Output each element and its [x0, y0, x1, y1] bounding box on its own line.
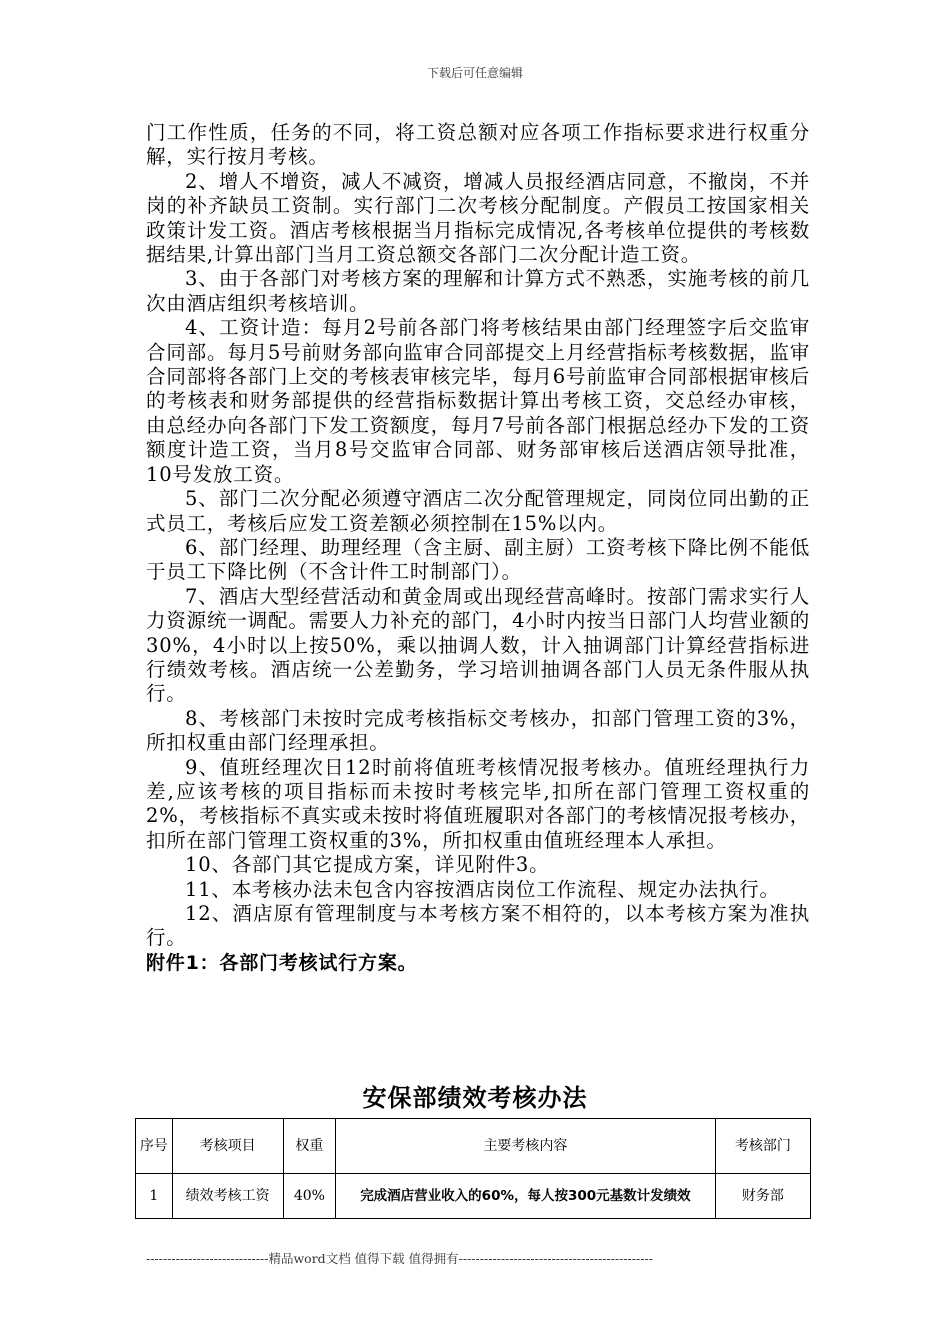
- paragraph-item-3: 3、由于各部门对考核方案的理解和计算方式不熟悉，实施考核的前几次由酒店组织考核培训。: [146, 267, 810, 315]
- paragraph-item-11: 11、本考核办法未包含内容按酒店岗位工作流程、规定办法执行。: [185, 877, 780, 901]
- paragraph-item-10: 10、各部门其它提成方案，详见附件3。: [185, 853, 550, 877]
- paragraph-item-5: 5、部门二次分配必须遵守酒店二次分配管理规定，同岗位同出勤的正式员工，考核后应发工资差额必须控制在15%以内。: [146, 487, 810, 535]
- assessment-table: [135, 1118, 811, 1219]
- paragraph-item-7: 7、酒店大型经营活动和黄金周或出现经营高峰时。按部门需求实行人力资源统一调配。需要人力补充的部门，4小时内按当日部门人均营业额的30%，4小时以上按50%，乘以抽调人数，计入抽调部门计算经营指标进行绩效考核。酒店统一公差勤务，学习培训抽调各部门人员无条件服从执行。: [146, 584, 810, 706]
- cell-no: 1: [136, 1174, 173, 1219]
- body-text: [146, 121, 810, 975]
- header-no: 序号: [136, 1119, 173, 1174]
- header-dept: 考核部门: [715, 1119, 810, 1174]
- paragraph-item-6: 6、部门经理、助理经理（含主厨、副主厨）工资考核下降比例不能低于员工下降比例（不含计件工时制部门）。: [146, 535, 810, 584]
- paragraph-item-9: 9、值班经理次日12时前将值班考核情况报考核办。值班经理执行力差,应该考核的项目指标而未按时考核完毕,扣所在部门管理工资权重的2%，考核指标不真实或未按时将值班履职对各部门的考核情况报考核办，扣所在部门管理工资权重的3%，所扣权重由值班经理本人承担。: [146, 755, 810, 852]
- page-header: 下载后可任意编辑: [426, 66, 523, 80]
- header-weight: 权重: [283, 1119, 336, 1174]
- cell-item: 绩效考核工资: [172, 1174, 283, 1219]
- annex-heading: 附件1：各部门考核试行方案。: [146, 951, 418, 974]
- cell-dept: 财务部: [715, 1174, 810, 1219]
- header-item: 考核项目: [172, 1119, 283, 1174]
- header-content: 主要考核内容: [336, 1119, 715, 1174]
- cell-content: 完成酒店营业收入的60%，每人按300元基数计发绩效: [336, 1174, 715, 1219]
- page-footer: -----------------------------精品word文档 值得下载 值得拥有----------------------------------------------: [146, 1251, 653, 1266]
- paragraph-continuation: 门工作性质，任务的不同，将工资总额对应各项工作指标要求进行权重分解，实行按月考核。: [146, 121, 810, 169]
- paragraph-item-4: 4、工资计造：每月2号前各部门将考核结果由部门经理签字后交监审合同部。每月5号前财务部向监审合同部提交上月经营指标考核数据，监审合同部将各部门上交的考核表审核完毕，每月6号前监审合同部根据审核后的考核表和财务部提供的经营指标数据计算出考核工资，交总经办审核，由总经办向各部门下发工资额度，每月7号前各部门根据总经办下发的工资额度计造工资，当月8号交监审合同部、财务部审核后送酒店领导批准，10号发放工资。: [146, 316, 810, 486]
- table-header-row: [136, 1119, 811, 1174]
- paragraph-item-8: 8、考核部门未按时完成考核指标交考核办，扣部门管理工资的3%，所扣权重由部门经理承担。: [146, 706, 810, 755]
- table-title: 安保部绩效考核办法: [362, 1084, 588, 1112]
- cell-weight: 40%: [283, 1174, 336, 1219]
- paragraph-item-12: 12、酒店原有管理制度与本考核方案不相符的，以本考核方案为准执行。: [146, 902, 810, 950]
- paragraph-item-2: 2、增人不增资，减人不减资，增减人员报经酒店同意，不撤岗，不并岗的补齐缺员工资制。实行部门二次考核分配制度。产假员工按国家相关政策计发工资。酒店考核根据当月指标完成情况,各考核单位提供的考核数据结果,计算出部门当月工资总额交各部门二次分配计造工资。: [146, 169, 810, 267]
- table-row: [136, 1174, 811, 1219]
